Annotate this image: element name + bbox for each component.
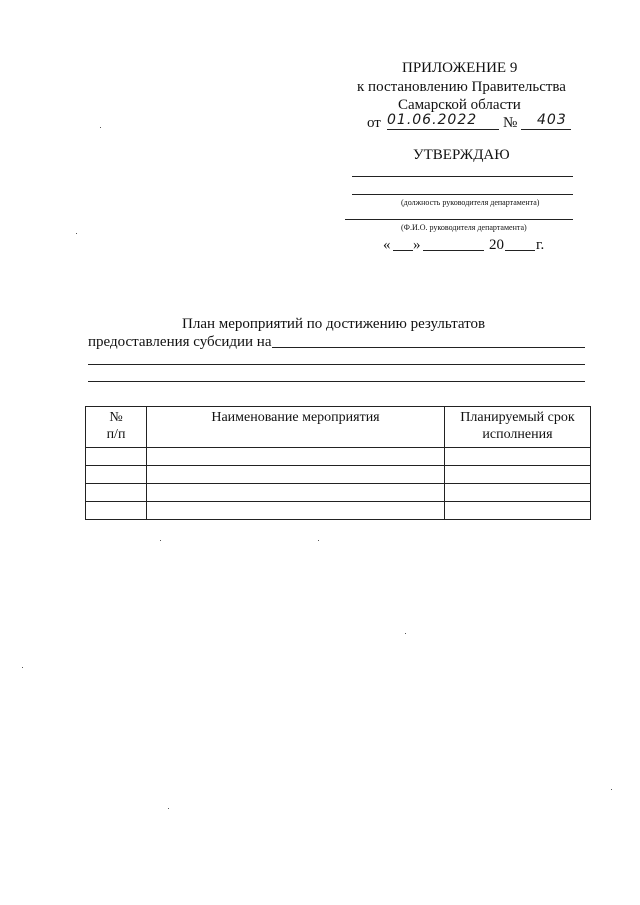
scan-speck bbox=[22, 667, 23, 668]
scan-speck bbox=[168, 808, 169, 809]
table-header-row bbox=[86, 407, 591, 448]
table-row bbox=[86, 502, 591, 520]
name-line bbox=[345, 219, 573, 220]
year-suffix: г. bbox=[536, 237, 545, 253]
plan-table bbox=[85, 406, 591, 520]
year-prefix: 20 bbox=[489, 237, 504, 253]
position-caption: (должность руководителя департамента) bbox=[401, 198, 540, 207]
region-line: Самарской области bbox=[398, 97, 521, 113]
handwritten-date: 01.06.2022 bbox=[387, 112, 478, 128]
table-cell[interactable] bbox=[147, 448, 445, 466]
table-cell[interactable] bbox=[445, 466, 591, 484]
table-cell[interactable] bbox=[86, 484, 147, 502]
close-quote: » bbox=[413, 237, 421, 253]
header-number: № п/п bbox=[86, 407, 147, 448]
subsidy-fill-line-3 bbox=[88, 381, 585, 382]
resolution-line: к постановлению Правительства bbox=[357, 79, 566, 95]
table-cell[interactable] bbox=[86, 466, 147, 484]
resolution-reference bbox=[367, 112, 577, 132]
table-row bbox=[86, 448, 591, 466]
table-cell[interactable] bbox=[147, 466, 445, 484]
appendix-title: ПРИЛОЖЕНИЕ 9 bbox=[402, 60, 518, 76]
table-cell[interactable] bbox=[147, 484, 445, 502]
scan-speck bbox=[76, 233, 77, 234]
scan-speck bbox=[160, 540, 161, 541]
position-line-1 bbox=[352, 176, 573, 177]
number-label: № bbox=[503, 115, 518, 131]
subsidy-fill-line-2 bbox=[88, 364, 585, 365]
plan-title-line2: предоставления субсидии на bbox=[88, 334, 272, 350]
open-quote: « bbox=[383, 237, 391, 253]
table-row bbox=[86, 484, 591, 502]
scan-speck bbox=[318, 540, 319, 541]
table-cell[interactable] bbox=[147, 502, 445, 520]
scan-speck bbox=[611, 789, 612, 790]
table-cell[interactable] bbox=[445, 484, 591, 502]
header-activity-name: Наименование мероприятия bbox=[147, 407, 445, 448]
handwritten-number: 403 bbox=[537, 112, 567, 128]
position-line-2 bbox=[352, 194, 573, 195]
table-cell[interactable] bbox=[86, 448, 147, 466]
scan-speck bbox=[100, 127, 101, 128]
header-deadline: Планируемый срок исполнения bbox=[445, 407, 591, 448]
subsidy-fill-line-1 bbox=[272, 347, 585, 348]
name-caption: (Ф.И.О. руководителя департамента) bbox=[401, 223, 527, 232]
approval-date bbox=[383, 236, 548, 256]
table-cell[interactable] bbox=[86, 502, 147, 520]
scan-speck bbox=[405, 633, 406, 634]
approval-title: УТВЕРЖДАЮ bbox=[413, 147, 510, 163]
table-cell[interactable] bbox=[445, 448, 591, 466]
from-label: от bbox=[367, 115, 381, 131]
plan-title-line1: План мероприятий по достижению результатов bbox=[182, 316, 486, 332]
table-cell[interactable] bbox=[445, 502, 591, 520]
table-row bbox=[86, 466, 591, 484]
